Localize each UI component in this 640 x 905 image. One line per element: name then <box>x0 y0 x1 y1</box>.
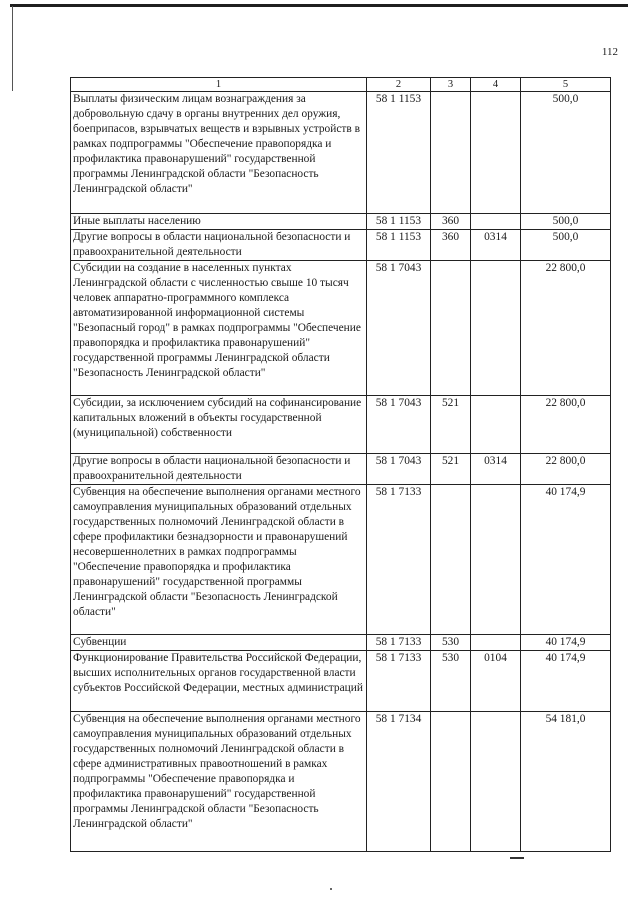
row-rz: 0314 <box>471 454 521 485</box>
row-vr <box>431 485 471 635</box>
row-rz: 0314 <box>471 230 521 261</box>
table-row <box>71 635 611 651</box>
row-rz <box>471 261 521 396</box>
row-vr: 360 <box>431 230 471 261</box>
row-name: Субвенция на обеспечение выполнения органами местного самоуправления муниципальных образований отдельных государственных полномочий Ленинградской области в сфере административных правоотношений в рамках подпрограммы "Обеспечение правопорядка и профилактика правонарушений" государственной программы Ленинградской области "Безопасность Ленинградской области" <box>71 712 367 852</box>
row-sum: 40 174,9 <box>521 651 611 712</box>
table-row <box>71 230 611 261</box>
table-row <box>71 214 611 230</box>
row-rz <box>471 214 521 230</box>
row-name: Функционирование Правительства Российской Федерации, высших исполнительных органов государственной власти субъектов Российской Федерации, местных администраций <box>71 651 367 712</box>
row-vr <box>431 261 471 396</box>
table-row <box>71 712 611 852</box>
row-sum: 500,0 <box>521 230 611 261</box>
scan-mark <box>510 857 524 859</box>
row-sum: 22 800,0 <box>521 454 611 485</box>
row-vr <box>431 92 471 214</box>
header-col-2: 2 <box>367 78 431 92</box>
header-col-4: 4 <box>471 78 521 92</box>
budget-table <box>70 77 611 852</box>
row-sum: 40 174,9 <box>521 635 611 651</box>
table-row <box>71 92 611 214</box>
row-csr: 58 1 7133 <box>367 485 431 635</box>
row-name: Субсидии, за исключением субсидий на софинансирование капитальных вложений в объекты государственной (муниципальной) собственности <box>71 396 367 454</box>
row-csr: 58 1 7133 <box>367 651 431 712</box>
row-name: Субвенция на обеспечение выполнения органами местного самоуправления муниципальных образований отдельных государственных полномочий Ленинградской области в сфере профилактики безнадзорности и правонарушений несовершеннолетних в рамках подпрограммы "Обеспечение правопорядка и профилактика правонарушений" государственной программы Ленинградской области "Безопасность Ленинградской области" <box>71 485 367 635</box>
row-name: Другие вопросы в области национальной безопасности и правоохранительной деятельности <box>71 230 367 261</box>
row-name: Выплаты физическим лицам вознаграждения за добровольную сдачу в органы внутренних дел оружия, боеприпасов, взрывчатых веществ и взрывных устройств в рамках подпрограммы "Обеспечение правопорядка и профилактика правонарушений" государственной программы Ленинградской области "Безопасность Ленинградской области" <box>71 92 367 214</box>
row-sum: 40 174,9 <box>521 485 611 635</box>
row-rz: 0104 <box>471 651 521 712</box>
row-name: Другие вопросы в области национальной безопасности и правоохранительной деятельности <box>71 454 367 485</box>
row-csr: 58 1 1153 <box>367 214 431 230</box>
row-sum: 500,0 <box>521 214 611 230</box>
header-col-3: 3 <box>431 78 471 92</box>
scan-left-rule <box>12 6 13 91</box>
row-vr: 530 <box>431 651 471 712</box>
page-number: 112 <box>601 46 618 58</box>
row-csr: 58 1 7043 <box>367 261 431 396</box>
scan-top-rule <box>10 4 628 7</box>
table-row <box>71 261 611 396</box>
row-rz <box>471 92 521 214</box>
row-vr: 521 <box>431 454 471 485</box>
row-sum: 22 800,0 <box>521 396 611 454</box>
row-rz <box>471 712 521 852</box>
header-col-1: 1 <box>71 78 367 92</box>
row-name: Субсидии на создание в населенных пунктах Ленинградской области с численностью свыше 10 тысяч человек аппаратно-программного комплекса автоматизированной информационной системы "Безопасный город" в рамках подпрограммы "Обеспечение правопорядка и профилактика правонарушений" государственной программы Ленинградской области "Безопасность Ленинградской области" <box>71 261 367 396</box>
row-csr: 58 1 7133 <box>367 635 431 651</box>
header-col-5: 5 <box>521 78 611 92</box>
row-rz <box>471 396 521 454</box>
table-row <box>71 485 611 635</box>
row-vr: 360 <box>431 214 471 230</box>
row-vr: 530 <box>431 635 471 651</box>
row-rz <box>471 635 521 651</box>
table-header-row <box>71 78 611 92</box>
row-csr: 58 1 7043 <box>367 454 431 485</box>
row-csr: 58 1 1153 <box>367 230 431 261</box>
row-vr <box>431 712 471 852</box>
row-name: Иные выплаты населению <box>71 214 367 230</box>
row-vr: 521 <box>431 396 471 454</box>
row-name: Субвенции <box>71 635 367 651</box>
row-csr: 58 1 7134 <box>367 712 431 852</box>
table-row <box>71 396 611 454</box>
row-csr: 58 1 7043 <box>367 396 431 454</box>
row-csr: 58 1 1153 <box>367 92 431 214</box>
row-sum: 22 800,0 <box>521 261 611 396</box>
row-sum: 500,0 <box>521 92 611 214</box>
row-rz <box>471 485 521 635</box>
scan-dot <box>330 888 332 890</box>
table-row <box>71 651 611 712</box>
row-sum: 54 181,0 <box>521 712 611 852</box>
table-row <box>71 454 611 485</box>
